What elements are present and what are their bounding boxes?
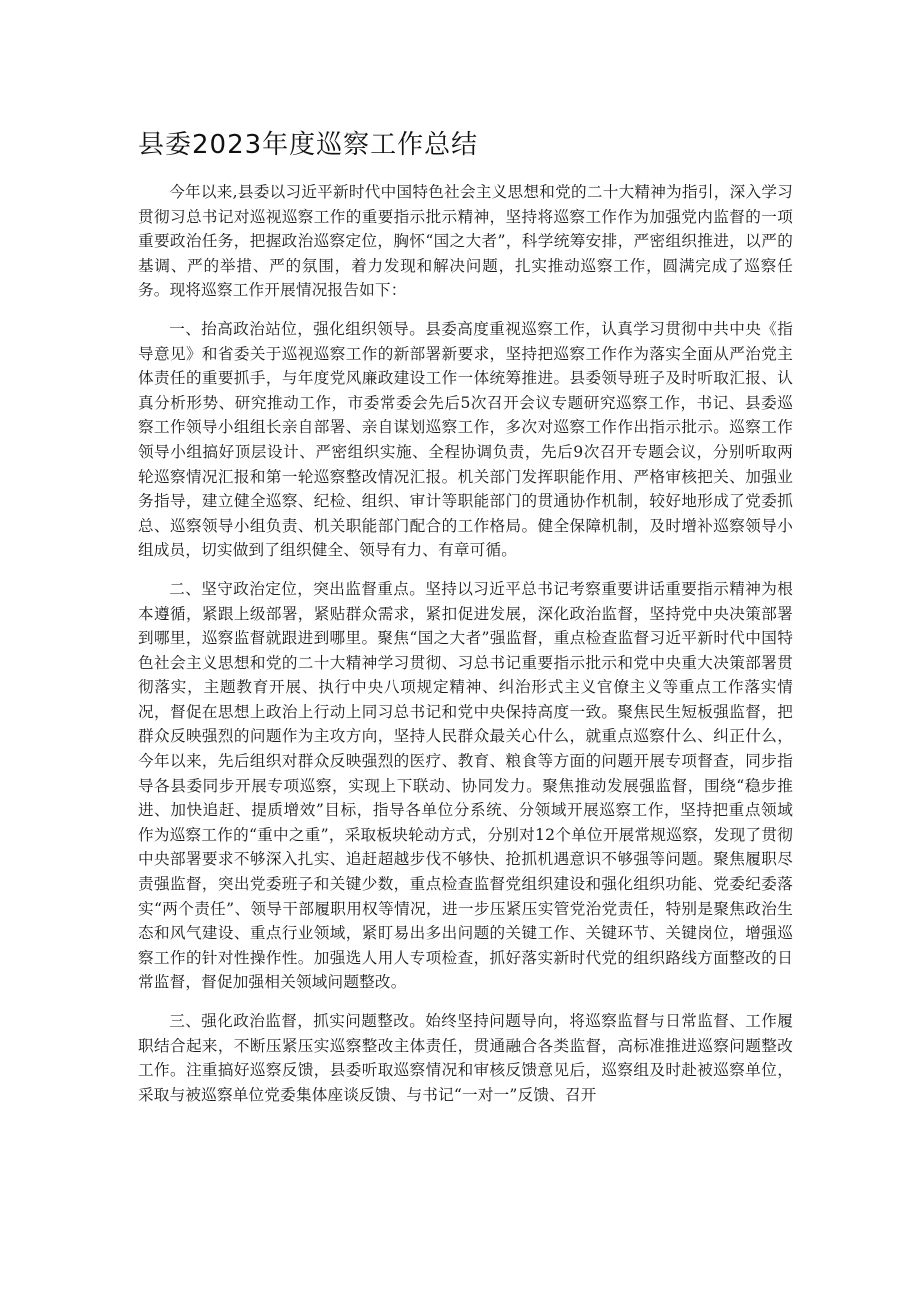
section-3-paragraph: 三、强化政治监督，抓实问题整改。始终坚持问题导向，将巡察监督与日常监督、工作履职结合起来，不断压紧压实巡察整改主体责任，贯通融合各类监督，高标准推进巡察问题整改工作。注重搞好巡察反馈，县委听取巡察情况和审核反馈意见后，巡察组及时赴被巡察单位，采取与被巡察单位党委集体座谈反馈、与书记“一对一”反馈、召开 bbox=[138, 1012, 793, 1104]
section-1-paragraph: 一、抬高政治站位，强化组织领导。县委高度重视巡察工作，认真学习贯彻中共中央《指导意见》和省委关于巡视巡察工作的新部署新要求，坚持把巡察工作作为落实全面从严治党主体责任的重要抓手，与年度党风廉政建设工作一体统筹推进。县委领导班子及时听取汇报、认真分析形势、研究推动工作，市委常委会先后5次召开会议专题研究巡察工作，书记、县委巡察工作领导小组组长亲自部署、亲自谋划巡察工作，多次对巡察工作作出指示批示。巡察工作领导小组搞好顶层设计、严密组织实施、全程协调负责，先后9次召开专题会议，分别听取两轮巡察情况汇报和第一轮巡察整改情况汇报。机关部门发挥职能作用、严格审核把关、加强业务指导，建立健全巡察、纪检、组织、审计等职能部门的贯通协作机制，较好地形成了党委抓总、巡察领导小组负责、机关职能部门配合的工作格局。健全保障机制，及时增补巡察领导小组成员，切实做到了组织健全、领导有力、有章可循。 bbox=[138, 319, 793, 560]
document-body bbox=[138, 180, 793, 1121]
intro-paragraph: 今年以来,县委以习近平新时代中国特色社会主义思想和党的二十大精神为指引，深入学习贯彻习总书记对巡视巡察工作的重要指示批示精神，坚持将巡察工作作为加强党内监督的一项重要政治任务，把握政治巡察定位，胸怀“国之大者”，科学统筹安排，严密组织推进，以严的基调、严的举措、严的氛围，着力发现和解决问题，扎实推动巡察工作，圆满完成了巡察任务。现将巡察工作开展情况报告如下： bbox=[138, 183, 793, 300]
section-2-paragraph: 二、坚守政治定位，突出监督重点。坚持以习近平总书记考察重要讲话重要指示精神为根本遵循，紧跟上级部署，紧贴群众需求，紧扣促进发展，深化政治监督，坚持党中央决策部署到哪里，巡察监督就跟进到哪里。聚焦“国之大者”强监督，重点检查监督习近平新时代中国特色社会主义思想和党的二十大精神学习贯彻、习总书记重要指示批示和党中央重大决策部署贯彻落实，主题教育开展、执行中央八项规定精神、纠治形式主义官僚主义等重点工作落实情况，督促在思想上政治上行动上同习总书记和党中央保持高度一致。聚焦民生短板强监督，把群众反映强烈的问题作为主攻方向，坚持人民群众最关心什么，就重点巡察什么、纠正什么，今年以来，先后组织对群众反映强烈的医疗、教育、粮食等方面的问题开展专项督查，同步指导各县委同步开展专项巡察，实现上下联动、协同发力。聚焦推动发展强监督，围绕“稳步推进、加快追赶、提质增效”目标，指导各单位分系统、分领域开展巡察工作，坚持把重点领域作为巡察工作的“重中之重”，采取板块轮动方式，分别对12个单位开展常规巡察，发现了贯彻中央部署要求不够深入扎实、追赶超越步伐不够快、抢抓机遇意识不够强等问题。聚焦履职尽责强监督，突出党委班子和关键少数，重点检查监督党组织建设和强化组织功能、党委纪委落实“两个责任”、领导干部履职用权等情况，进一步压紧压实管党治党责任，特别是聚焦政治生态和风气建设、重点行业领域，紧盯易出多出问题的关键工作、关键环节、关键岗位，增强巡察工作的针对性操作性。加强选人用人专项检查，抓好落实新时代党的组织路线方面整改的日常监督，督促加强相关领域问题整改。 bbox=[138, 579, 793, 992]
page-title: 县委2023年度巡察工作总结 bbox=[138, 130, 479, 160]
